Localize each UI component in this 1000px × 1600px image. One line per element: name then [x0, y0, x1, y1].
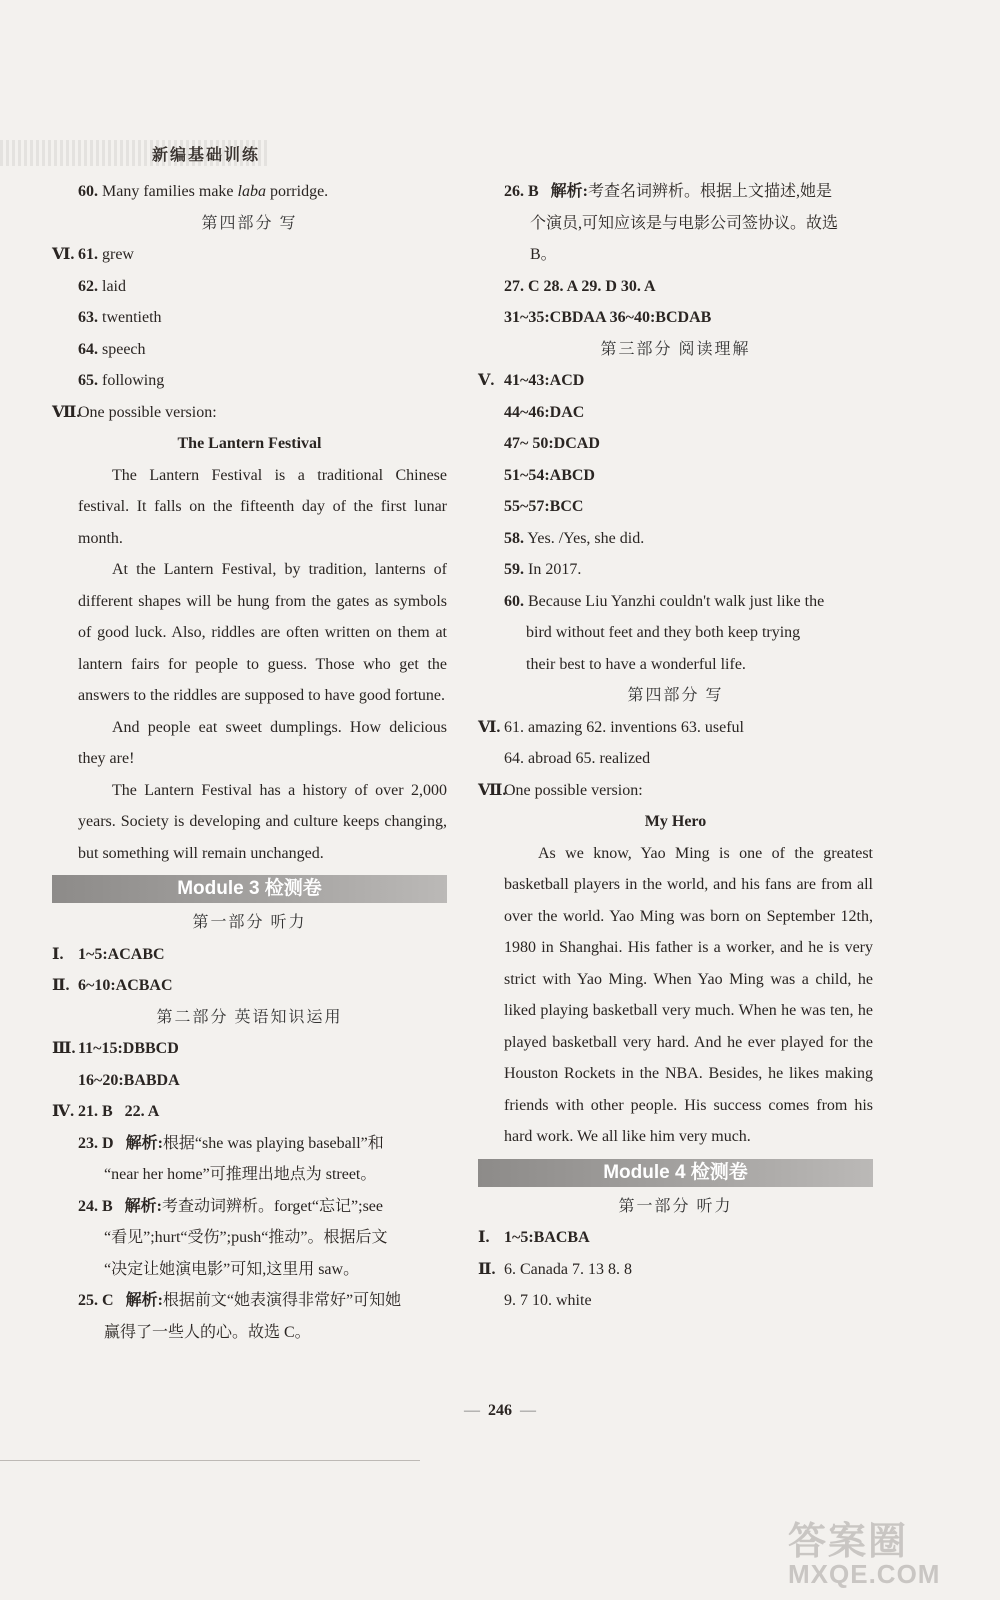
section-heading: 第三部分 阅读理解: [600, 340, 751, 358]
answer-row: 59. In 2017.: [504, 561, 582, 578]
answer-row: Ⅱ. 6~10:ACBAC: [52, 977, 173, 994]
answer-explanation: 24. B 解析:考查动词辨析。forget“忘记”;see: [78, 1197, 384, 1215]
answer-row: 16~20:BABDA: [78, 1071, 180, 1089]
book-title: 新编基础训练: [152, 147, 261, 164]
answer-row: 51~54:ABCD: [504, 466, 595, 484]
answer-explanation: 26. B 解析:考查名词辨析。根据上文描述,她是: [504, 183, 833, 200]
essay-paragraph: The Lantern Festival has a history of over 2,000 years. Society is developing and culture keeps changing, but something will remain unchanged.: [78, 781, 447, 862]
answer-row-cont: their best to have a wonderful life.: [526, 655, 746, 673]
essay-title: The Lantern Festival: [177, 435, 322, 452]
right-column: [478, 176, 873, 1317]
essay-title: My Hero: [644, 813, 707, 830]
essay-paragraph: The Lantern Festival is a traditional Chinese festival. It falls on the fifteenth day of the first lunar month.: [78, 466, 447, 547]
answer-row: Ⅴ. 41~43:ACD: [478, 372, 585, 389]
answer-explanation-cont: 个演员,可知应该是与电影公司签协议。故选: [530, 214, 839, 232]
answer-row: 44~46:DAC: [504, 403, 585, 421]
answer-explanation: 25. C 解析:根据前文“她表演得非常好”可知她: [78, 1292, 402, 1309]
answer-row: 47~ 50:DCAD: [504, 435, 600, 452]
answer-row: 31~35:CBDAA 36~40:BCDAB: [504, 309, 712, 326]
answer-row: Ⅰ. 1~5:ACABC: [52, 945, 165, 963]
answer-60: 60. Many families make laba porridge.: [78, 183, 329, 200]
answer-row: Ⅳ. 21. B 22. A: [52, 1103, 160, 1120]
section-heading: 第四部分 写: [627, 687, 724, 704]
answer-explanation-cont: “决定让她演电影”可知,这里用 saw。: [104, 1260, 360, 1278]
answer-row: Ⅵ. 61. amazing 62. inventions 63. useful: [478, 718, 744, 736]
section-heading: 第一部分 听力: [192, 914, 307, 931]
section-heading: 第一部分 听力: [618, 1197, 733, 1215]
answer-row: Ⅰ. 1~5:BACBA: [478, 1229, 590, 1246]
answer-explanation-cont: B。: [530, 246, 557, 263]
answer-row: 9. 7 10. white: [504, 1292, 592, 1309]
answer-row: 60. Because Liu Yanzhi couldn't walk just like the: [504, 592, 825, 610]
section-heading: 第二部分 英语知识运用: [156, 1008, 343, 1026]
answer-row: 55~57:BCC: [504, 498, 584, 515]
answer-row: 62. laid: [78, 277, 126, 295]
bottom-rule: [0, 1460, 420, 1461]
watermark-logo: 答案圈 MXQE.COM: [788, 1521, 941, 1589]
answer-row-cont: bird without feet and they both keep trying: [526, 624, 801, 641]
section-heading: 第四部分 写: [201, 214, 298, 232]
module-banner: Module 3 检测卷: [52, 875, 447, 903]
page-number: — 246 —: [464, 1402, 536, 1419]
answer-row: Ⅵ. 61. grew: [52, 246, 134, 263]
answer-row: 27. C 28. A 29. D 30. A: [504, 277, 656, 295]
answer-row: 58. Yes. /Yes, she did.: [504, 529, 645, 547]
answer-row: 63. twentieth: [78, 309, 162, 326]
essay-paragraph: At the Lantern Festival, by tradition, lanterns of different shapes will be hung from the gates as symbols of good luck. Also, riddles are often written on them at lantern fairs for people to guess. Those who get the answers to the riddles are supposed to have good fortune.: [78, 561, 447, 704]
module-banner: Module 4 检测卷: [478, 1159, 873, 1187]
answer-explanation-cont: 赢得了一些人的心。故选 C。: [104, 1323, 311, 1341]
answer-row: Ⅶ.One possible version:: [52, 403, 217, 421]
answer-row: 64. speech: [78, 340, 146, 358]
answer-explanation-cont: “看见”;hurt“受伤”;push“推动”。根据后文: [104, 1229, 388, 1246]
answer-row: 65. following: [78, 372, 165, 389]
answer-row: Ⅶ.One possible version:: [478, 781, 643, 799]
essay-paragraph: And people eat sweet dumplings. How delicious they are!: [78, 718, 447, 767]
answer-explanation: 23. D 解析:根据“she was playing baseball”和: [78, 1134, 384, 1152]
answer-row: Ⅲ. 11~15:DBBCD: [52, 1040, 179, 1057]
answer-row: Ⅱ. 6. Canada 7. 13 8. 8: [478, 1260, 632, 1278]
answer-row: 64. abroad 65. realized: [504, 750, 651, 767]
answer-explanation-cont: “near her home”可推理出地点为 street。: [104, 1166, 377, 1183]
left-column: [52, 176, 447, 1348]
essay-paragraph: As we know, Yao Ming is one of the greatest basketball players in the world, and his fans are from all over the world. Yao Ming was born on September 12th, 1980 in Shanghai. His father is a worker, and he is very strict with Yao Ming. When Yao Ming was a child, he liked playing basketball very much. When he was ten, he played basketball very hard. And he ever played for the Houston Rockets in the NBA. Besides, he likes making friends with other people. His success comes from his hard work. We all like him very much.: [504, 844, 873, 1145]
